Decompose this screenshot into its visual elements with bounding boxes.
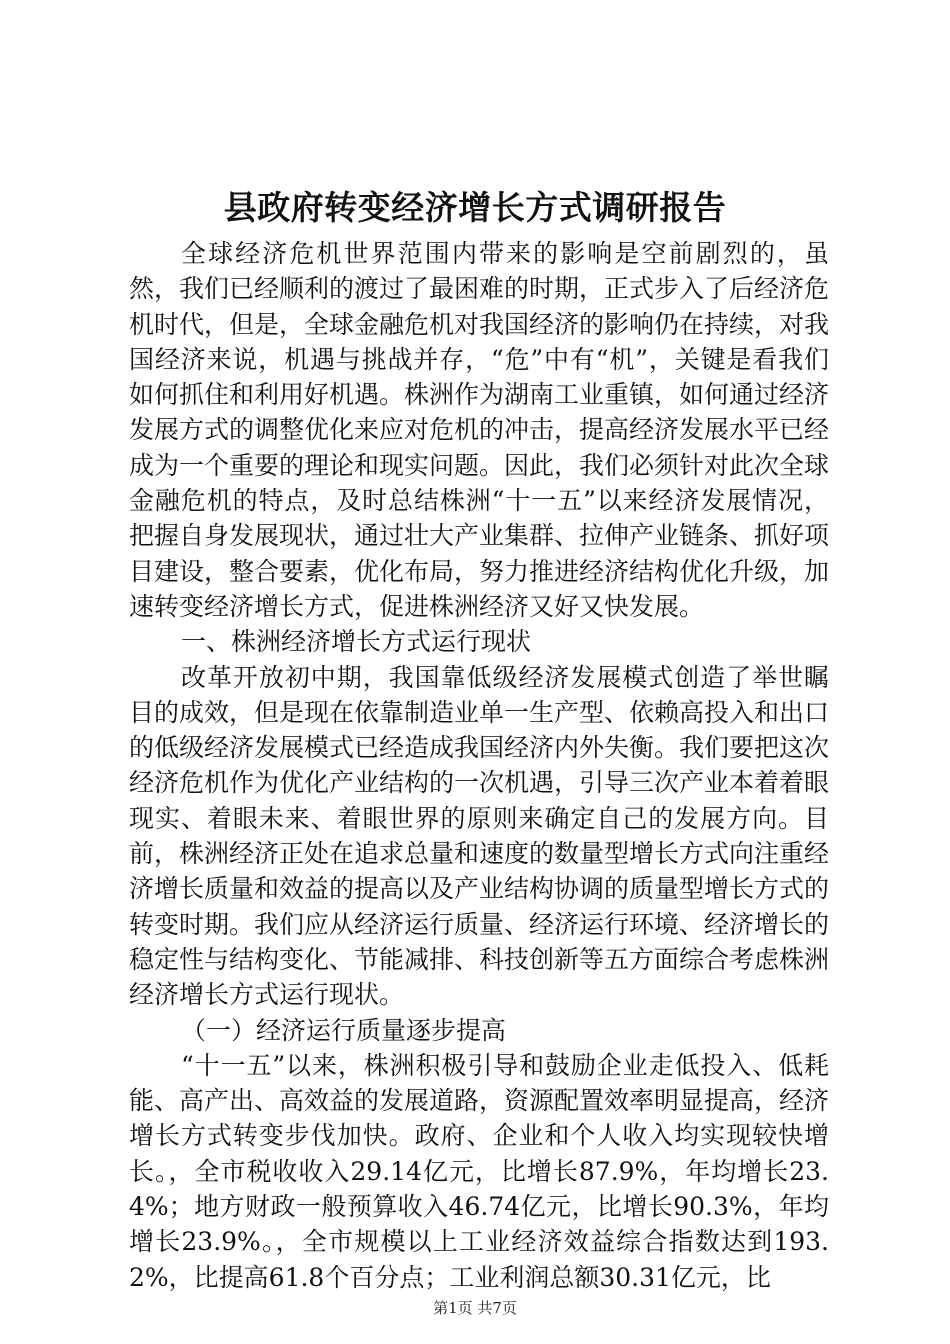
paragraph-subsection-1: “十一五”以来，株洲积极引导和鼓励企业走低投入、低耗能、高产出、高效益的发展道路，资源配置效率明显提高，经济增长方式转变步伐加快。政府、企业和个人收入均实现较快增长。，全市税收收入29.14亿元，比增长87.9%，年均增长23.4%；地方财政一般预算收入46.74亿元，比增长90.3%，年均增长23.9%。，全市规模以上工业经济效益综合指数达到193.2%，比提高61.8个百分点；工业利润总额30.31亿元，比 xyxy=(129,1050,830,1292)
subsection-heading-1: （一）经济运行质量逐步提高 xyxy=(181,1015,507,1045)
paragraph-section-1: 改革开放初中期，我国靠低级经济发展模式创造了举世瞩目的成效，但是现在依靠制造业单一生产型、依赖高投入和出口的低级经济发展模式已经造成我国经济内外失衡。我们要把这次经济危机作为优化产业结构的一次机遇，引导三次产业本着着眼现实、着眼未来、着眼世界的原则来确定自己的发展方向。目前，株洲经济正处在追求总量和速度的数量型增长方式向注重经济增长质量和效益的提高以及产业结构协调的质量型增长方式的转变时期。我们应从经济运行质量、经济运行环境、经济增长的稳定性与结构变化、节能减排、科技创新等五方面综合考虑株洲经济增长方式运行现状。 xyxy=(129,662,830,1010)
paragraph-intro: 全球经济危机世界范围内带来的影响是空前剧烈的，虽然，我们已经顺利的渡过了最困难的时期，正式步入了后经济危机时代，但是，全球金融危机对我国经济的影响仍在持续，对我国经济来说，机遇与挑战并存，“危”中有“机”，关键是看我们如何抓住和利用好机遇。株洲作为湖南工业重镇，如何通过经济发展方式的调整优化来应对危机的冲击，提高经济发展水平已经成为一个重要的理论和现实问题。因此，我们必须针对此次全球金融危机的特点，及时总结株洲“十一五”以来经济发展情况，把握自身发展现状，通过壮大产业集群、拉伸产业链条、抓好项目建设，整合要素，优化布局，努力推进经济结构优化升级，加速转变经济增长方式，促进株洲经济又好又快发展。 xyxy=(129,239,830,621)
page-number-footer: 第1页 共7页 xyxy=(433,1299,517,1317)
document-body xyxy=(129,236,829,1295)
document-title: 县政府转变经济增长方式调研报告 xyxy=(223,188,727,227)
section-heading-1: 一、株洲经济增长方式运行现状 xyxy=(181,627,532,657)
